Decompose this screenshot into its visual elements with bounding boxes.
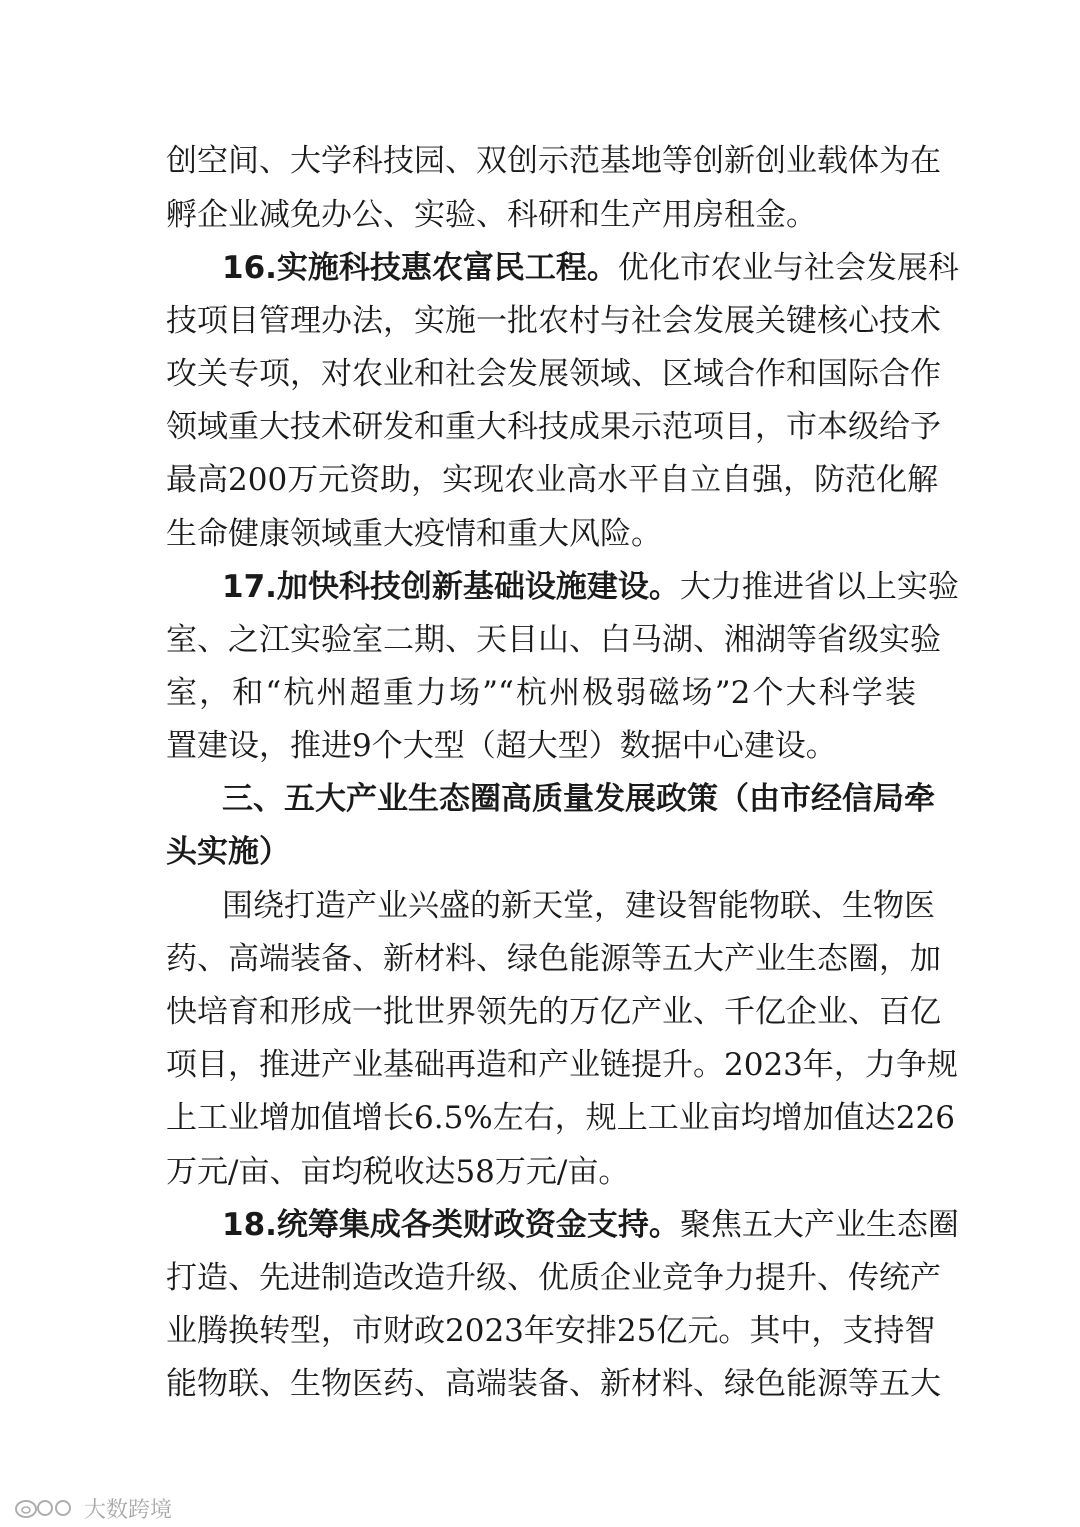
paragraph-17-first-line	[222, 567, 959, 607]
body-text-line: 快培育和形成一批世界领先的万亿产业、千亿企业、百亿	[166, 994, 941, 1030]
body-text-line: 创空间、大学科技园、双创示范基地等创新创业载体为在	[166, 143, 941, 179]
body-text-line: 最高200万元资助，实现农业高水平自立自强，防范化解	[166, 462, 939, 498]
watermark-text: 大数跨境	[84, 1497, 173, 1523]
paragraph-16-text: 优化市农业与社会发展科	[617, 250, 959, 286]
body-text-line: 打造、先进制造改造升级、优质企业竞争力提升、传统产	[166, 1260, 941, 1296]
paragraph-18-first-line	[222, 1205, 959, 1245]
paragraph-16-title: 16.实施科技惠农富民工程。	[222, 250, 618, 286]
body-text-line: 攻关专项，对农业和社会发展领域、区域合作和国际合作	[166, 356, 941, 392]
body-text-line: 室、之江实验室二期、天目山、白马湖、湘湖等省级实验	[166, 622, 941, 658]
paragraph-16-first-line	[222, 248, 959, 288]
body-text-line: 万元/亩、亩均税收达58万元/亩。	[166, 1154, 630, 1190]
weibo-style-logo-icon	[14, 1496, 76, 1520]
body-text-line: 上工业增加值增长6.5%左右，规上工业亩均增加值达226	[166, 1100, 955, 1136]
paragraph-17-text: 大力推进省以上实验	[679, 569, 959, 605]
body-text-line: 能物联、生物医药、高端装备、新材料、绿色能源等五大	[166, 1366, 941, 1402]
body-text-line: 置建设，推进9个大型（超大型）数据中心建设。	[166, 728, 837, 764]
paragraph-18-title: 18.统筹集成各类财政资金支持。	[222, 1207, 680, 1243]
body-text-line: 孵企业减免办公、实验、科研和生产用房租金。	[166, 197, 817, 233]
body-text-line: 技项目管理办法，实施一批农村与社会发展关键核心技术	[166, 303, 941, 339]
body-text-line: 药、高端装备、新材料、绿色能源等五大产业生态圈，加	[166, 941, 941, 977]
paragraph-18-text: 聚焦五大产业生态圈	[679, 1207, 959, 1243]
body-text-line: 生命健康领域重大疫情和重大风险。	[166, 516, 662, 552]
section-heading: 三、五大产业生态圈高质量发展政策（由市经信局牵	[222, 781, 935, 817]
body-text-line: 室，和“杭州超重力场”“杭州极弱磁场”2个大科学装	[166, 675, 916, 711]
paragraph-17-title: 17.加快科技创新基础设施建设。	[222, 569, 680, 605]
body-text-line: 领域重大技术研发和重大科技成果示范项目，市本级给予	[166, 409, 941, 445]
body-text-line: 围绕打造产业兴盛的新天堂，建设智能物联、生物医	[222, 888, 935, 924]
section-heading-continued: 头实施）	[166, 834, 290, 870]
watermark	[14, 1494, 172, 1522]
body-text-line: 业腾换转型，市财政2023年安排25亿元。其中，支持智	[166, 1313, 936, 1349]
body-text-line: 项目，推进产业基础再造和产业链提升。2023年，力争规	[166, 1047, 958, 1083]
